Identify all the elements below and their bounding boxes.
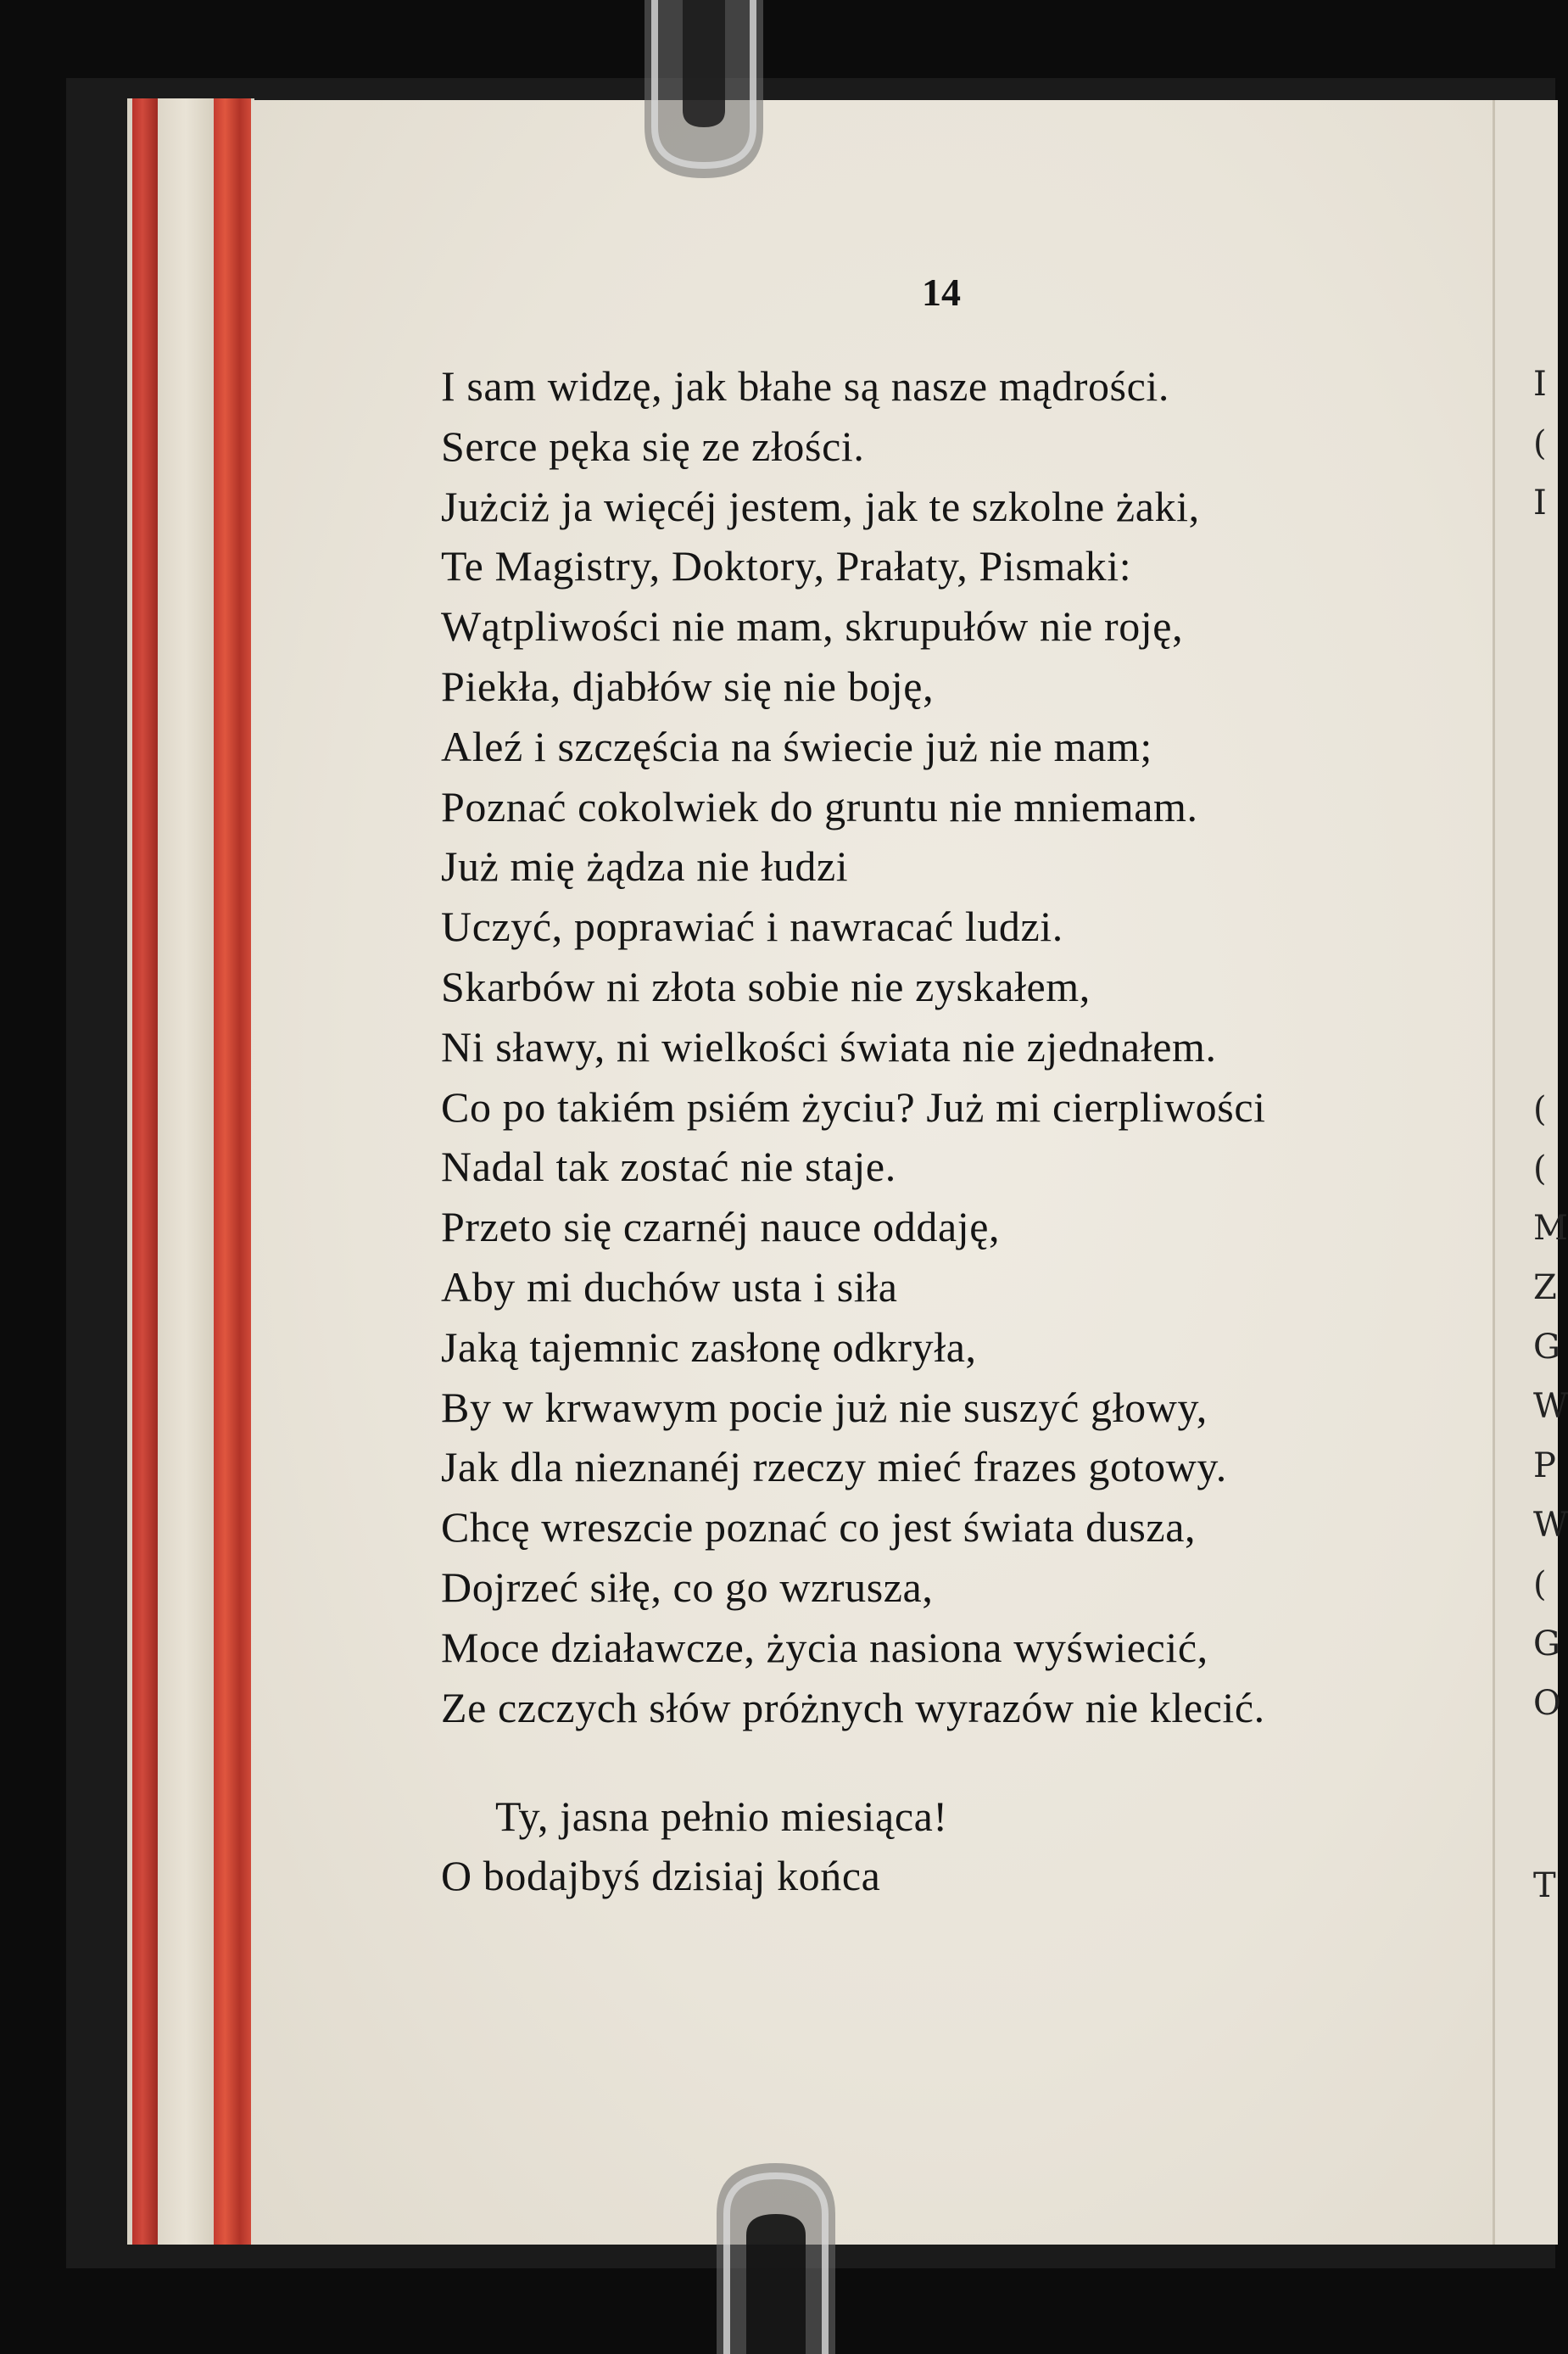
verse-line: Skarbów ni złota sobie nie zyskałem,: [441, 962, 1091, 1010]
verse-line: Przeto się czarnéj nauce oddaję,: [441, 1203, 1001, 1251]
verse-stanza-2: [441, 1786, 1459, 1905]
next-page-glyph: G: [1533, 1624, 1560, 1663]
verse-line: Serce pęka się ze złości.: [441, 422, 865, 470]
verse-line: Ty, jasna pełnio miesiąca!: [495, 1792, 948, 1840]
verse-line: Co po takiém psiém życiu? Już mi cierpliwości: [441, 1082, 1266, 1131]
page-leaves: [158, 98, 214, 2245]
verse-line: Nadal tak zostać nie staje.: [441, 1143, 896, 1191]
verse-line: Te Magistry, Doktory, Prałaty, Pismaki:: [441, 542, 1132, 590]
next-page-glyph: (: [1533, 424, 1547, 463]
verse-line: Już mię żądza nie łudzi: [441, 842, 849, 891]
bottom-clamp-icon: [708, 2155, 844, 2354]
verse-line: Aleź i szczęścia na świecie już nie mam;: [441, 722, 1152, 770]
red-page-edge-outer: [132, 98, 158, 2245]
verse-line: Chcę wreszcie poznać co jest świata dusza,: [441, 1503, 1197, 1552]
verse-line: Jużciż ja więcéj jestem, jak te szkolne żaki,: [441, 482, 1200, 530]
verse-line: Dojrzeć siłę, co go wzrusza,: [441, 1563, 934, 1611]
verse-line: Jak dla nieznanéj rzeczy mieć frazes gotowy.: [441, 1443, 1227, 1491]
next-page-glyph: Z: [1533, 1268, 1557, 1307]
next-page-glyph: M: [1533, 1209, 1568, 1248]
verse-line: Jaką tajemnic zasłonę odkryła,: [441, 1322, 977, 1371]
next-page-glyph: P: [1533, 1446, 1556, 1485]
next-page-glyph: I: [1533, 365, 1547, 404]
next-page-glyph: W: [1533, 1387, 1568, 1426]
verse-line: Poznać cokolwiek do gruntu nie mniemam.: [441, 782, 1198, 830]
page-number: 14: [922, 271, 961, 314]
red-page-edge-inner: [214, 98, 251, 2245]
verse-line: Ze czczych słów próżnych wyrazów nie klecić.: [441, 1683, 1265, 1731]
verse-line: Aby mi duchów usta i siła: [441, 1262, 898, 1311]
next-page-text-edge: [1533, 0, 1568, 2354]
verse-line: I sam widzę, jak błahe są nasze mądrości.: [441, 362, 1169, 410]
next-page-glyph: W: [1533, 1506, 1568, 1545]
verse-stanza-1: [441, 356, 1459, 1737]
next-page-glyph: I: [1533, 484, 1547, 523]
next-page-glyph: T: [1533, 1866, 1556, 1905]
verse-line: Wątpliwości nie mam, skrupułów nie roję,: [441, 602, 1184, 651]
next-page-glyph: O: [1533, 1684, 1561, 1723]
verse-line: Piekła, djabłów się nie boję,: [441, 662, 935, 710]
next-page-glyph: (: [1533, 1149, 1547, 1188]
next-page-glyph: G: [1533, 1328, 1560, 1367]
verse-line: Uczyć, poprawiać i nawracać ludzi.: [441, 903, 1063, 951]
verse-line: Ni sławy, ni wielkości świata nie zjednałem.: [441, 1022, 1217, 1071]
next-page-glyph: (: [1533, 1565, 1547, 1604]
verse-line: Moce działawcze, życia nasiona wyświecić,: [441, 1623, 1208, 1671]
next-page-glyph: (: [1533, 1090, 1547, 1129]
top-clamp-icon: [636, 0, 772, 187]
verse-line: O bodajbyś dzisiaj końca: [441, 1852, 881, 1899]
verse-line: By w krwawym pocie już nie suszyć głowy,: [441, 1383, 1208, 1431]
